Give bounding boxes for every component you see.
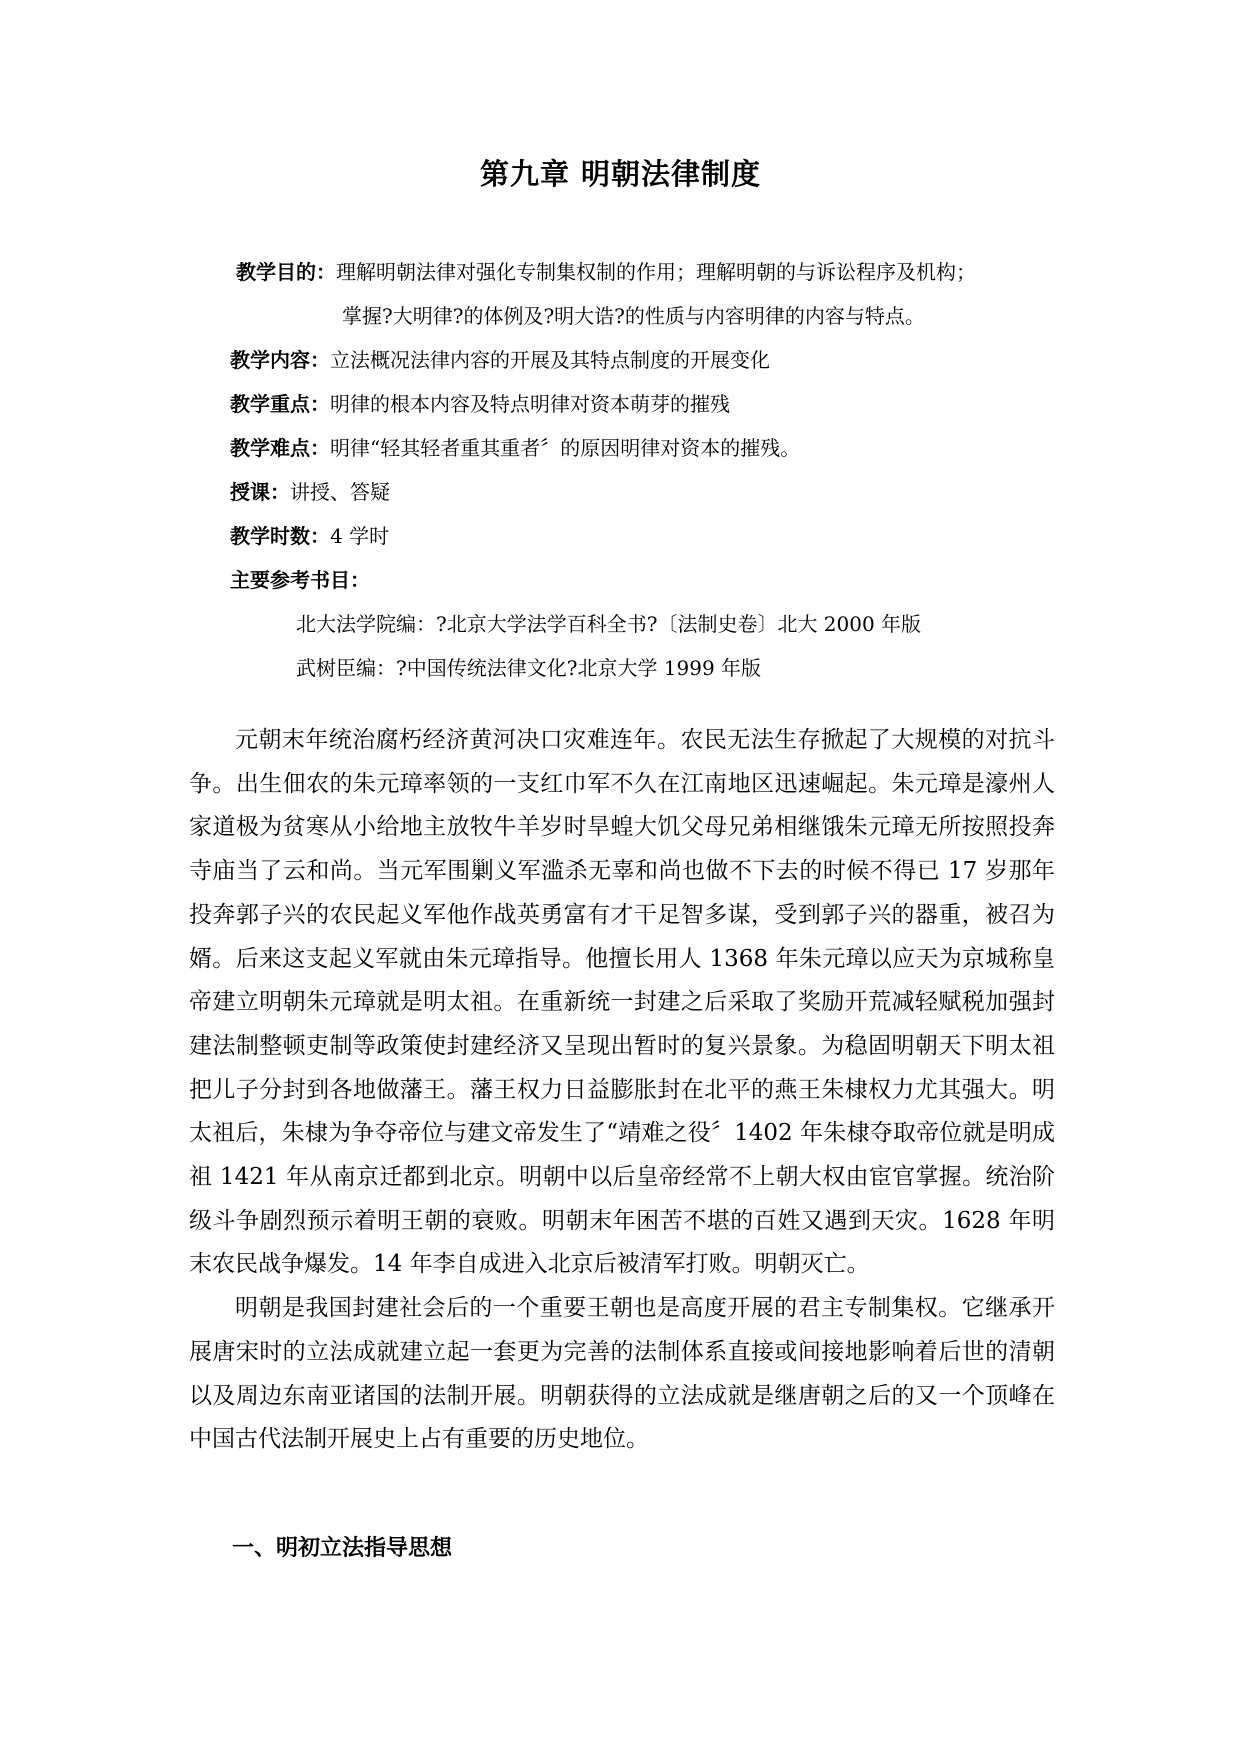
references-label: 主要参考书目：	[230, 568, 370, 592]
key-points-text: 明律的根本内容及特点明律对资本萌芽的摧残	[330, 392, 730, 416]
key-points-label: 教学重点：	[230, 392, 330, 416]
chapter-title: 第九章 明朝法律制度	[479, 157, 762, 191]
reference-book-text: 北大法学院编：?北京大学法学百科全书?〔法制史卷〕北大 2000 年版	[296, 612, 922, 636]
objective-text-continued: 掌握?大明律?的体例及?明大诰?的性质与内容明律的内容与特点。	[342, 304, 925, 328]
reference-book	[230, 646, 1110, 690]
objective-line	[230, 250, 1110, 294]
hours-line	[230, 514, 1110, 558]
method-line	[230, 470, 1110, 514]
paragraph: 明朝是我国封建社会后的一个重要王朝也是高度开展的君主专制集权。它继承开展唐宋时的立法成就建立起一套更为完善的法制体系直接或间接地影响着后世的清朝以及周边东南亚诸国的法制开展。明朝获得的立法成就是继唐朝之后的又一个顶峰在中国古代法制开展史上占有重要的历史地位。	[189, 1295, 1055, 1453]
section-heading: 一、明初立法指导思想	[232, 1536, 453, 1561]
key-points-line	[230, 382, 1110, 426]
objective-text: 理解明朝法律对强化专制集权制的作用；理解明朝的与诉讼程序及机构；	[336, 260, 976, 284]
course-info	[230, 250, 1110, 690]
content-line	[230, 338, 1110, 382]
method-label: 授课：	[230, 480, 290, 504]
hours-label: 教学时数：	[230, 524, 330, 548]
body-text	[189, 719, 1055, 1462]
content-text: 立法概况法律内容的开展及其特点制度的开展变化	[330, 348, 770, 372]
objective-line-continued	[230, 294, 1110, 338]
content-label: 教学内容：	[230, 348, 330, 372]
difficulties-line	[230, 426, 1110, 470]
reference-book-text: 武树臣编：?中国传统法律文化?北京大学 1999 年版	[296, 656, 762, 680]
reference-book	[230, 602, 1110, 646]
objective-label: 教学目的：	[236, 260, 336, 284]
paragraph: 元朝末年统治腐朽经济黄河决口灾难连年。农民无法生存掀起了大规模的对抗斗争。出生佃农的朱元璋率领的一支红巾军不久在江南地区迅速崛起。朱元璋是濠州人家道极为贫寒从小给地主放牧牛羊岁时旱蝗大饥父母兄弟相继饿朱元璋无所按照投奔寺庙当了云和尚。当元军围剿义军滥杀无辜和尚也做不下去的时候不得已 17 岁那年投奔郭子兴的农民起义军他作战英勇富有才干足智多谋，受到郭子兴的器重，被召为婿。后来这支起义军就由朱元璋指导。他擅长用人 1368 年朱元璋以应天为京城称皇帝建立明朝朱元璋就是明太祖。在重新统一封建之后采取了奖励开荒减轻赋税加强封建法制整顿吏制等政策使封建经济又呈现出暂时的复兴景象。为稳固明朝天下明太祖把儿子分封到各地做藩王。藩王权力日益膨胀封在北平的燕王朱棣权力尤其强大。明太祖后，朱棣为争夺帝位与建文帝发生了“靖难之役〞1402 年朱棣夺取帝位就是明成祖 1421 年从南京迁都到北京。明朝中以后皇帝经常不上朝大权由宦官掌握。统治阶级斗争剧烈预示着明王朝的衰败。明朝末年困苦不堪的百姓又遇到天灾。1628 年明末农民战争爆发。14 年李自成进入北京后被清军打败。明朝灭亡。	[189, 727, 1055, 1278]
hours-text: 4 学时	[330, 524, 390, 548]
difficulties-text: 明律“轻其轻者重其重者〞的原因明律对资本的摧残。	[330, 436, 801, 460]
references-line	[230, 558, 1110, 602]
difficulties-label: 教学难点：	[230, 436, 330, 460]
method-text: 讲授、答疑	[290, 480, 390, 504]
